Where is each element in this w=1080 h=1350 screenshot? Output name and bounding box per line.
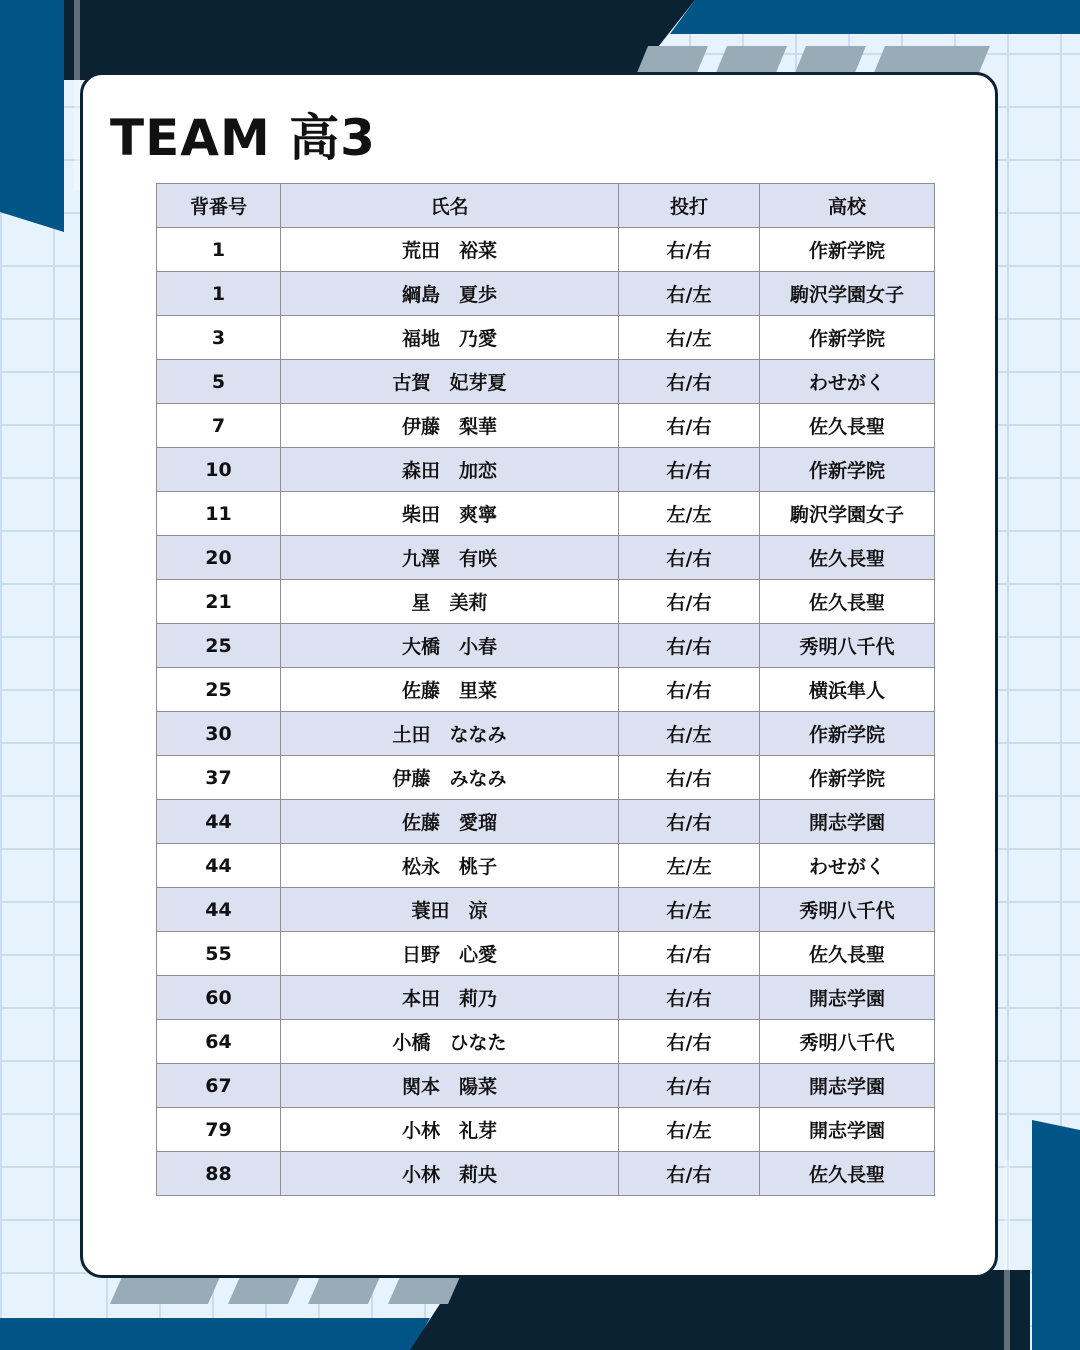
cell-school: 開志学園 [760,1064,935,1108]
cell-number: 37 [157,756,281,800]
cell-number: 10 [157,448,281,492]
cell-number: 1 [157,272,281,316]
cell-name: 佐藤 里菜 [281,668,619,712]
cell-number: 21 [157,580,281,624]
cell-school: 秀明八千代 [760,624,935,668]
cell-throw-bat: 右/右 [619,800,760,844]
cell-throw-bat: 右/右 [619,404,760,448]
cell-throw-bat: 右/右 [619,360,760,404]
cell-school: 作新学院 [760,712,935,756]
table-row [157,228,935,272]
header-name: 氏名 [281,184,619,228]
cell-number: 5 [157,360,281,404]
table-row [157,1020,935,1064]
cell-throw-bat: 右/右 [619,228,760,272]
table-row [157,580,935,624]
cell-throw-bat: 左/左 [619,844,760,888]
cell-throw-bat: 右/右 [619,932,760,976]
roster-table [156,183,935,1196]
cell-throw-bat: 右/右 [619,580,760,624]
cell-number: 67 [157,1064,281,1108]
cell-number: 3 [157,316,281,360]
cell-school: 佐久長聖 [760,580,935,624]
cell-name: 本田 莉乃 [281,976,619,1020]
cell-name: 古賀 妃芽夏 [281,360,619,404]
cell-number: 25 [157,668,281,712]
cell-number: 44 [157,800,281,844]
cell-number: 88 [157,1152,281,1196]
cell-number: 60 [157,976,281,1020]
cell-number: 55 [157,932,281,976]
cell-school: わせがく [760,844,935,888]
cell-throw-bat: 右/左 [619,888,760,932]
cell-number: 30 [157,712,281,756]
cell-throw-bat: 左/左 [619,492,760,536]
table-row [157,1152,935,1196]
top-left-blue-bar [0,0,64,232]
table-row [157,448,935,492]
table-row [157,492,935,536]
cell-name: 九澤 有咲 [281,536,619,580]
table-row [157,272,935,316]
cell-throw-bat: 右/左 [619,316,760,360]
cell-school: 作新学院 [760,316,935,360]
cell-name: 伊藤 みなみ [281,756,619,800]
cell-school: 駒沢学園女子 [760,272,935,316]
cell-throw-bat: 右/右 [619,536,760,580]
cell-school: 佐久長聖 [760,536,935,580]
cell-name: 森田 加恋 [281,448,619,492]
header-throw-bat: 投打 [619,184,760,228]
cell-school: 佐久長聖 [760,932,935,976]
table-row [157,668,935,712]
cell-throw-bat: 右/左 [619,272,760,316]
cell-name: 松永 桃子 [281,844,619,888]
cell-throw-bat: 右/右 [619,448,760,492]
table-row [157,624,935,668]
table-row [157,1064,935,1108]
table-row [157,712,935,756]
cell-throw-bat: 右/右 [619,624,760,668]
cell-number: 64 [157,1020,281,1064]
header-number: 背番号 [157,184,281,228]
cell-name: 伊藤 梨華 [281,404,619,448]
cell-name: 小橋 ひなた [281,1020,619,1064]
cell-school: 駒沢学園女子 [760,492,935,536]
table-row [157,360,935,404]
cell-school: 開志学園 [760,976,935,1020]
cell-number: 7 [157,404,281,448]
table-header-row [157,184,935,228]
page-title: TEAM 高3 [110,109,376,167]
bottom-blue-band [0,1318,430,1350]
bottom-right-light-strip [1004,1160,1010,1350]
table-row [157,316,935,360]
cell-number: 25 [157,624,281,668]
cell-name: 佐藤 愛瑠 [281,800,619,844]
table-row [157,756,935,800]
table-row [157,800,935,844]
table-row [157,844,935,888]
cell-throw-bat: 右/左 [619,1108,760,1152]
table-row [157,976,935,1020]
cell-number: 20 [157,536,281,580]
cell-school: 開志学園 [760,1108,935,1152]
cell-school: 作新学院 [760,448,935,492]
cell-school: 佐久長聖 [760,404,935,448]
cell-name: 関本 陽菜 [281,1064,619,1108]
cell-number: 1 [157,228,281,272]
cell-school: 作新学院 [760,228,935,272]
table-row [157,932,935,976]
top-navy-band [64,0,695,80]
bottom-right-blue-bar [1032,1120,1080,1350]
cell-throw-bat: 右/右 [619,1064,760,1108]
table-row [157,888,935,932]
cell-name: 蓑田 涼 [281,888,619,932]
cell-throw-bat: 右/右 [619,1152,760,1196]
cell-school: 秀明八千代 [760,1020,935,1064]
cell-number: 11 [157,492,281,536]
cell-school: 秀明八千代 [760,888,935,932]
header-school: 高校 [760,184,935,228]
cell-throw-bat: 右/左 [619,712,760,756]
bottom-navy-band [410,1270,1030,1350]
cell-school: 横浜隼人 [760,668,935,712]
cell-name: 小林 礼芽 [281,1108,619,1152]
cell-name: 土田 ななみ [281,712,619,756]
table-row [157,536,935,580]
cell-throw-bat: 右/右 [619,756,760,800]
cell-name: 柴田 爽寧 [281,492,619,536]
cell-name: 星 美莉 [281,580,619,624]
cell-school: 開志学園 [760,800,935,844]
cell-school: わせがく [760,360,935,404]
cell-school: 佐久長聖 [760,1152,935,1196]
table-row [157,1108,935,1152]
cell-name: 大橋 小春 [281,624,619,668]
table-row [157,404,935,448]
top-blue-band [670,0,1080,34]
cell-number: 44 [157,888,281,932]
cell-name: 綱島 夏歩 [281,272,619,316]
cell-name: 小林 莉央 [281,1152,619,1196]
cell-throw-bat: 右/右 [619,976,760,1020]
cell-throw-bat: 右/右 [619,1020,760,1064]
cell-number: 79 [157,1108,281,1152]
cell-name: 福地 乃愛 [281,316,619,360]
cell-name: 荒田 裕菜 [281,228,619,272]
cell-name: 日野 心愛 [281,932,619,976]
cell-school: 作新学院 [760,756,935,800]
cell-number: 44 [157,844,281,888]
cell-throw-bat: 右/右 [619,668,760,712]
